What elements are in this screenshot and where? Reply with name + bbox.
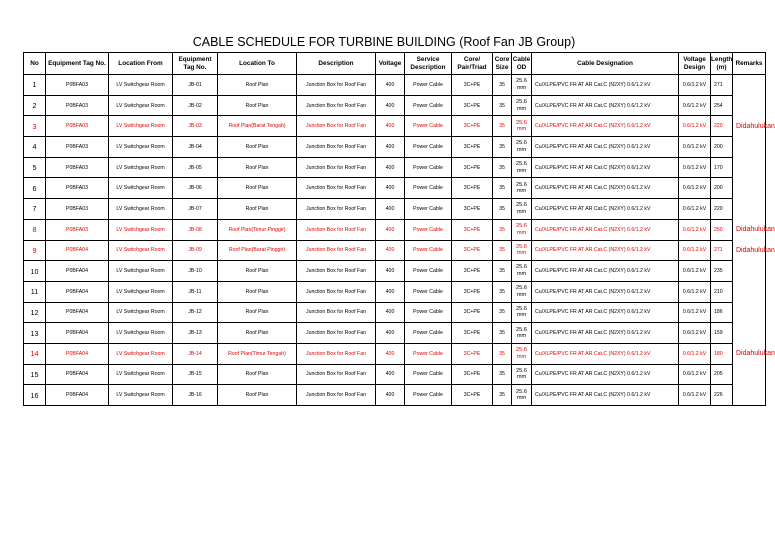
cell-service: Power Cable — [405, 281, 452, 302]
header-equipment-tag: Equipment Tag No. — [46, 53, 109, 75]
cell-desc: Junction Box for Roof Fan — [297, 157, 376, 178]
cell-vdesign: 0.6/1.2 kV — [679, 302, 711, 323]
table-row — [24, 199, 766, 220]
cell-desc: Junction Box for Roof Fan — [297, 95, 376, 116]
table-row — [24, 178, 766, 199]
cell-no: 12 — [24, 302, 46, 323]
cell-designation: Cu/XLPE/PVC FR AT AR Cat.C (N2XY) 0.6/1.2 kV — [532, 281, 679, 302]
table-row — [24, 343, 766, 364]
cell-size: 35 — [493, 281, 512, 302]
cell-to: Roof Plan — [218, 323, 297, 344]
cell-to: Roof Plan — [218, 302, 297, 323]
cell-designation: Cu/XLPE/PVC FR AT AR Cat.C (N2XY) 0.6/1.2 kV — [532, 261, 679, 282]
header-core-size: Core Size — [493, 53, 512, 75]
table-row — [24, 75, 766, 96]
cell-to: Roof Plan — [218, 178, 297, 199]
cell-length: 271 — [711, 75, 733, 96]
cell-length: 180 — [711, 343, 733, 364]
cell-remarks — [733, 137, 766, 158]
cell-od: 25.6 mm — [512, 199, 532, 220]
cell-core: 3C+PE — [452, 240, 493, 261]
cell-od: 25.6 mm — [512, 137, 532, 158]
header-location-from: Location From — [109, 53, 173, 75]
cell-no: 8 — [24, 219, 46, 240]
cell-to: Roof Plan — [218, 95, 297, 116]
cell-no: 16 — [24, 385, 46, 406]
cell-od: 25.6 mm — [512, 302, 532, 323]
cell-jb: JB-08 — [173, 219, 218, 240]
cell-core: 3C+PE — [452, 385, 493, 406]
cell-jb: JB-15 — [173, 364, 218, 385]
cell-desc: Junction Box for Roof Fan — [297, 116, 376, 137]
cell-size: 35 — [493, 261, 512, 282]
cell-length: 271 — [711, 240, 733, 261]
cell-od: 25.6 mm — [512, 116, 532, 137]
table-row — [24, 302, 766, 323]
cell-od: 25.6 mm — [512, 364, 532, 385]
cell-vdesign: 0.6/1.2 kV — [679, 95, 711, 116]
cell-remarks — [733, 261, 766, 282]
cell-vdesign: 0.6/1.2 kV — [679, 364, 711, 385]
cell-from: LV Switchgear Room — [109, 261, 173, 282]
cell-core: 3C+PE — [452, 116, 493, 137]
cell-from: LV Switchgear Room — [109, 219, 173, 240]
table-body — [24, 75, 775, 406]
cell-core: 3C+PE — [452, 157, 493, 178]
cell-service: Power Cable — [405, 157, 452, 178]
cell-tag: P0BFA03 — [46, 116, 109, 137]
table-row — [24, 364, 766, 385]
cell-jb: JB-02 — [173, 95, 218, 116]
cell-vdesign: 0.6/1.2 kV — [679, 75, 711, 96]
cell-od: 25.6 mm — [512, 343, 532, 364]
cell-remarks — [733, 199, 766, 220]
cell-to: Roof Plan — [218, 281, 297, 302]
cell-service: Power Cable — [405, 323, 452, 344]
cell-jb: JB-11 — [173, 281, 218, 302]
cell-core: 3C+PE — [452, 199, 493, 220]
cell-jb: JB-06 — [173, 178, 218, 199]
cell-voltage: 400 — [376, 261, 405, 282]
cell-od: 25.6 mm — [512, 240, 532, 261]
cell-designation: Cu/XLPE/PVC FR AT AR Cat.C (N2XY) 0.6/1.2 kV — [532, 323, 679, 344]
cell-from: LV Switchgear Room — [109, 385, 173, 406]
cell-length: 235 — [711, 261, 733, 282]
cell-voltage: 400 — [376, 281, 405, 302]
cell-voltage: 400 — [376, 385, 405, 406]
cell-core: 3C+PE — [452, 281, 493, 302]
header-remarks: Remarks — [733, 53, 766, 75]
table-row — [24, 219, 766, 240]
cell-from: LV Switchgear Room — [109, 343, 173, 364]
cell-desc: Junction Box for Roof Fan — [297, 281, 376, 302]
cell-od: 25.6 mm — [512, 261, 532, 282]
cell-od: 25.6 mm — [512, 219, 532, 240]
cell-jb: JB-07 — [173, 199, 218, 220]
cell-tag: P0BFA03 — [46, 95, 109, 116]
cell-core: 3C+PE — [452, 219, 493, 240]
cell-from: LV Switchgear Room — [109, 116, 173, 137]
cell-voltage: 400 — [376, 343, 405, 364]
cell-length: 250 — [711, 219, 733, 240]
cell-remarks — [733, 385, 766, 406]
cell-from: LV Switchgear Room — [109, 281, 173, 302]
cell-length: 254 — [711, 95, 733, 116]
cell-desc: Junction Box for Roof Fan — [297, 364, 376, 385]
cell-vdesign: 0.6/1.2 kV — [679, 323, 711, 344]
cell-jb: JB-03 — [173, 116, 218, 137]
header-service: Service Description — [405, 53, 452, 75]
cell-service: Power Cable — [405, 240, 452, 261]
cell-voltage: 400 — [376, 364, 405, 385]
cell-od: 25.6 mm — [512, 385, 532, 406]
cell-od: 25.6 mm — [512, 157, 532, 178]
cell-length: 210 — [711, 281, 733, 302]
cell-service: Power Cable — [405, 199, 452, 220]
cell-from: LV Switchgear Room — [109, 95, 173, 116]
cell-no: 1 — [24, 75, 46, 96]
cell-no: 15 — [24, 364, 46, 385]
cell-vdesign: 0.6/1.2 kV — [679, 219, 711, 240]
cell-to: Roof Plan — [218, 75, 297, 96]
cell-tag: P0BFA04 — [46, 364, 109, 385]
header-row — [24, 53, 766, 75]
cell-no: 5 — [24, 157, 46, 178]
table-row — [24, 157, 766, 178]
cell-no: 2 — [24, 95, 46, 116]
cell-jb: JB-10 — [173, 261, 218, 282]
cell-desc: Junction Box for Roof Fan — [297, 75, 376, 96]
table-row — [24, 281, 766, 302]
header-location-to: Location To — [218, 53, 297, 75]
cell-od: 25.6 mm — [512, 281, 532, 302]
cell-to: Roof Plan — [218, 137, 297, 158]
cell-to: Roof Plan(Barat Pinggir) — [218, 240, 297, 261]
cell-voltage: 400 — [376, 199, 405, 220]
cell-tag: P0BFA04 — [46, 281, 109, 302]
cell-remarks: Didahulukan — [733, 116, 766, 137]
cell-core: 3C+PE — [452, 178, 493, 199]
cell-vdesign: 0.6/1.2 kV — [679, 157, 711, 178]
cell-size: 35 — [493, 95, 512, 116]
cell-voltage: 400 — [376, 157, 405, 178]
header-voltage-design: Voltage Design — [679, 53, 711, 75]
cell-size: 35 — [493, 385, 512, 406]
cell-designation: Cu/XLPE/PVC FR AT AR Cat.C (N2XY) 0.6/1.2 kV — [532, 157, 679, 178]
cell-desc: Junction Box for Roof Fan — [297, 137, 376, 158]
cable-schedule-table — [23, 52, 775, 406]
cell-desc: Junction Box for Roof Fan — [297, 343, 376, 364]
cell-designation: Cu/XLPE/PVC FR AT AR Cat.C (N2XY) 0.6/1.2 kV — [532, 137, 679, 158]
cell-od: 25.6 mm — [512, 178, 532, 199]
cell-designation: Cu/XLPE/PVC FR AT AR Cat.C (N2XY) 0.6/1.2 kV — [532, 199, 679, 220]
cell-core: 3C+PE — [452, 323, 493, 344]
cell-voltage: 400 — [376, 116, 405, 137]
cell-jb: JB-04 — [173, 137, 218, 158]
cell-remarks — [733, 178, 766, 199]
cell-no: 14 — [24, 343, 46, 364]
cell-from: LV Switchgear Room — [109, 157, 173, 178]
cell-from: LV Switchgear Room — [109, 199, 173, 220]
cell-designation: Cu/XLPE/PVC FR AT AR Cat.C (N2XY) 0.6/1.2 kV — [532, 75, 679, 96]
cell-designation: Cu/XLPE/PVC FR AT AR Cat.C (N2XY) 0.6/1.2 kV — [532, 116, 679, 137]
cell-service: Power Cable — [405, 261, 452, 282]
cell-no: 7 — [24, 199, 46, 220]
cell-service: Power Cable — [405, 116, 452, 137]
cell-od: 25.6 mm — [512, 323, 532, 344]
table-row — [24, 323, 766, 344]
cell-core: 3C+PE — [452, 302, 493, 323]
cell-designation: Cu/XLPE/PVC FR AT AR Cat.C (N2XY) 0.6/1.2 kV — [532, 302, 679, 323]
cell-size: 35 — [493, 178, 512, 199]
cell-service: Power Cable — [405, 343, 452, 364]
cell-jb: JB-12 — [173, 302, 218, 323]
cell-remarks — [733, 364, 766, 385]
cell-remarks — [733, 323, 766, 344]
cell-designation: Cu/XLPE/PVC FR AT AR Cat.C (N2XY) 0.6/1.2 kV — [532, 95, 679, 116]
cell-length: 159 — [711, 323, 733, 344]
cell-size: 35 — [493, 199, 512, 220]
cell-to: Roof Plan — [218, 364, 297, 385]
cell-designation: Cu/XLPE/PVC FR AT AR Cat.C (N2XY) 0.6/1.2 kV — [532, 364, 679, 385]
cell-no: 11 — [24, 281, 46, 302]
cell-core: 3C+PE — [452, 137, 493, 158]
cell-jb: JB-13 — [173, 323, 218, 344]
cell-from: LV Switchgear Room — [109, 75, 173, 96]
table-row — [24, 261, 766, 282]
cell-size: 35 — [493, 219, 512, 240]
cell-vdesign: 0.6/1.2 kV — [679, 343, 711, 364]
cell-size: 35 — [493, 323, 512, 344]
cell-desc: Junction Box for Roof Fan — [297, 240, 376, 261]
cell-tag: P0BFA03 — [46, 137, 109, 158]
cell-size: 35 — [493, 302, 512, 323]
cell-from: LV Switchgear Room — [109, 364, 173, 385]
cell-service: Power Cable — [405, 95, 452, 116]
cell-vdesign: 0.6/1.2 kV — [679, 178, 711, 199]
cell-vdesign: 0.6/1.2 kV — [679, 385, 711, 406]
cell-voltage: 400 — [376, 137, 405, 158]
table-row — [24, 240, 766, 261]
cell-size: 35 — [493, 240, 512, 261]
cell-jb: JB-16 — [173, 385, 218, 406]
cell-od: 25.6 mm — [512, 95, 532, 116]
header-cable-designation: Cable Designation — [532, 53, 679, 75]
cell-from: LV Switchgear Room — [109, 178, 173, 199]
cell-tag: P0BFA04 — [46, 385, 109, 406]
cell-remarks: Didahulukan — [733, 343, 766, 364]
cell-from: LV Switchgear Room — [109, 323, 173, 344]
cell-tag: P0BFA03 — [46, 199, 109, 220]
cell-core: 3C+PE — [452, 75, 493, 96]
cell-tag: P0BFA04 — [46, 261, 109, 282]
cell-remarks — [733, 302, 766, 323]
cell-core: 3C+PE — [452, 343, 493, 364]
cell-core: 3C+PE — [452, 261, 493, 282]
header-no: No — [24, 53, 46, 75]
cell-jb: JB-14 — [173, 343, 218, 364]
cell-tag: P0BFA04 — [46, 240, 109, 261]
cell-vdesign: 0.6/1.2 kV — [679, 116, 711, 137]
cell-length: 205 — [711, 364, 733, 385]
cell-no: 13 — [24, 323, 46, 344]
cell-to: Roof Plan — [218, 261, 297, 282]
table-row — [24, 116, 766, 137]
cell-service: Power Cable — [405, 75, 452, 96]
cell-jb: JB-09 — [173, 240, 218, 261]
cell-size: 35 — [493, 157, 512, 178]
header-length: Length (m) — [711, 53, 733, 75]
cell-jb: JB-01 — [173, 75, 218, 96]
cell-voltage: 400 — [376, 240, 405, 261]
cell-no: 9 — [24, 240, 46, 261]
cell-service: Power Cable — [405, 178, 452, 199]
cell-desc: Junction Box for Roof Fan — [297, 323, 376, 344]
header-equipment-tag-to: Equipment Tag No. — [173, 53, 218, 75]
cell-length: 220 — [711, 116, 733, 137]
cell-service: Power Cable — [405, 137, 452, 158]
header-description: Description — [297, 53, 376, 75]
cell-designation: Cu/XLPE/PVC FR AT AR Cat.C (N2XY) 0.6/1.2 kV — [532, 385, 679, 406]
cell-voltage: 400 — [376, 302, 405, 323]
cell-jb: JB-05 — [173, 157, 218, 178]
cell-vdesign: 0.6/1.2 kV — [679, 240, 711, 261]
cell-voltage: 400 — [376, 178, 405, 199]
cell-tag: P0BFA03 — [46, 178, 109, 199]
cell-tag: P0BFA04 — [46, 302, 109, 323]
cell-service: Power Cable — [405, 219, 452, 240]
cell-from: LV Switchgear Room — [109, 302, 173, 323]
cell-to: Roof Plan — [218, 385, 297, 406]
cell-length: 226 — [711, 385, 733, 406]
cell-remarks — [733, 75, 766, 96]
cell-to: Roof Plan(Timur Pinggir) — [218, 219, 297, 240]
cell-length: 200 — [711, 178, 733, 199]
cell-no: 4 — [24, 137, 46, 158]
cell-vdesign: 0.6/1.2 kV — [679, 137, 711, 158]
cell-designation: Cu/XLPE/PVC FR AT AR Cat.C (N2XY) 0.6/1.2 kV — [532, 219, 679, 240]
cell-desc: Junction Box for Roof Fan — [297, 219, 376, 240]
cell-core: 3C+PE — [452, 95, 493, 116]
cell-desc: Junction Box for Roof Fan — [297, 385, 376, 406]
cell-no: 10 — [24, 261, 46, 282]
cell-to: Roof Plan(Barat Tengah) — [218, 116, 297, 137]
cell-to: Roof Plan(Timur Tengah) — [218, 343, 297, 364]
header-cable-od: Cable OD — [512, 53, 532, 75]
header-core: Core/ Pair/Triad — [452, 53, 493, 75]
cell-remarks — [733, 95, 766, 116]
cell-remarks: Didahulukan — [733, 240, 766, 261]
cell-remarks — [733, 281, 766, 302]
cell-designation: Cu/XLPE/PVC FR AT AR Cat.C (N2XY) 0.6/1.2 kV — [532, 178, 679, 199]
cell-designation: Cu/XLPE/PVC FR AT AR Cat.C (N2XY) 0.6/1.2 kV — [532, 240, 679, 261]
cell-tag: P0BFA03 — [46, 157, 109, 178]
cell-tag: P0BFA04 — [46, 343, 109, 364]
table-row — [24, 385, 766, 406]
cell-voltage: 400 — [376, 95, 405, 116]
cell-length: 220 — [711, 199, 733, 220]
cell-vdesign: 0.6/1.2 kV — [679, 199, 711, 220]
cell-service: Power Cable — [405, 385, 452, 406]
cell-designation: Cu/XLPE/PVC FR AT AR Cat.C (N2XY) 0.6/1.2 kV — [532, 343, 679, 364]
cell-size: 35 — [493, 343, 512, 364]
cell-tag: P0BFA03 — [46, 219, 109, 240]
cell-vdesign: 0.6/1.2 kV — [679, 261, 711, 282]
cell-service: Power Cable — [405, 302, 452, 323]
cell-length: 186 — [711, 302, 733, 323]
cell-to: Roof Plan — [218, 157, 297, 178]
cell-size: 35 — [493, 137, 512, 158]
cell-desc: Junction Box for Roof Fan — [297, 261, 376, 282]
cell-no: 6 — [24, 178, 46, 199]
cell-to: Roof Plan — [218, 199, 297, 220]
cell-desc: Junction Box for Roof Fan — [297, 199, 376, 220]
header-voltage: Voltage — [376, 53, 405, 75]
cell-size: 35 — [493, 364, 512, 385]
cell-service: Power Cable — [405, 364, 452, 385]
page-title: CABLE SCHEDULE FOR TURBINE BUILDING (Roof Fan JB Group) — [192, 35, 576, 49]
cell-desc: Junction Box for Roof Fan — [297, 178, 376, 199]
cell-size: 35 — [493, 116, 512, 137]
cell-voltage: 400 — [376, 219, 405, 240]
cell-length: 200 — [711, 137, 733, 158]
cell-length: 170 — [711, 157, 733, 178]
cell-no: 3 — [24, 116, 46, 137]
cell-remarks — [733, 157, 766, 178]
cell-voltage: 400 — [376, 323, 405, 344]
cell-remarks: Didahulukan — [733, 219, 766, 240]
table-row — [24, 95, 766, 116]
cell-desc: Junction Box for Roof Fan — [297, 302, 376, 323]
cell-vdesign: 0.6/1.2 kV — [679, 281, 711, 302]
cell-tag: P0BFA04 — [46, 323, 109, 344]
cell-from: LV Switchgear Room — [109, 137, 173, 158]
table-row — [24, 137, 766, 158]
cell-tag: P0BFA03 — [46, 75, 109, 96]
cell-voltage: 400 — [376, 75, 405, 96]
cell-core: 3C+PE — [452, 364, 493, 385]
cell-size: 35 — [493, 75, 512, 96]
cell-from: LV Switchgear Room — [109, 240, 173, 261]
cell-od: 25.6 mm — [512, 75, 532, 96]
